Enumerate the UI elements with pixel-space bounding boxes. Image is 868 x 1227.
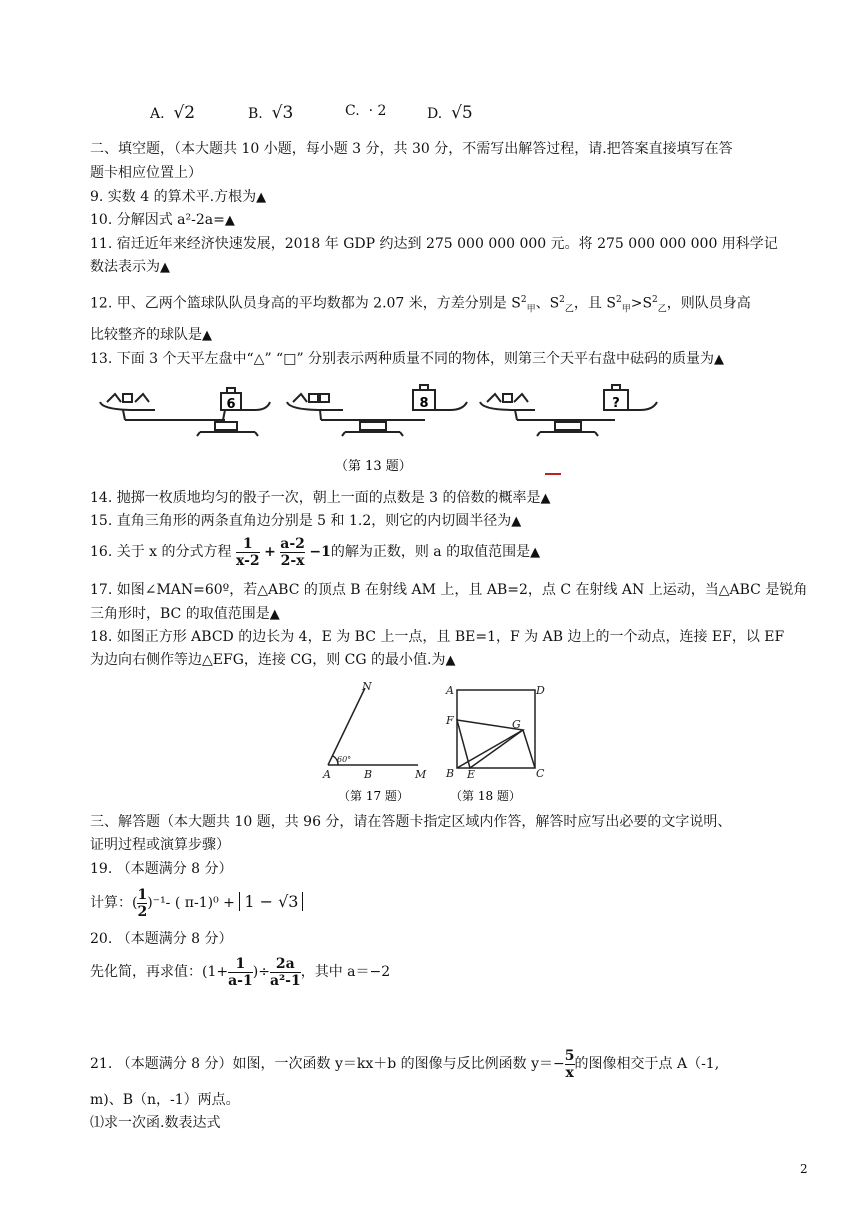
label-f: F xyxy=(446,714,454,727)
question-21-cont: m)、B（n，-1）两点。 xyxy=(90,1092,240,1108)
section-3-heading-cont: 证明过程或演算步骤） xyxy=(90,837,230,853)
question-17-cont: 三角形时，BC 的取值范围是▲ xyxy=(90,606,280,622)
label-d: D xyxy=(536,684,545,697)
weight-1: 6 xyxy=(226,397,236,412)
figure-17-caption: （第 17 题） xyxy=(338,789,409,803)
page-number: 2 xyxy=(800,1162,808,1176)
question-19-header: 19. （本题满分 8 分） xyxy=(90,861,233,877)
question-11-cont: 数法表示为▲ xyxy=(90,259,170,275)
question-20-header: 20. （本题满分 8 分） xyxy=(90,931,233,947)
question-9: 9. 实数 4 的算术平.方根为▲ xyxy=(90,189,267,205)
option-c: C. · 2 xyxy=(345,103,387,119)
question-17: 17. 如图∠MAN=60º，若△ABC 的顶点 B 在射线 AM 上，且 AB=2，点 C 在射线 AN 上运动，当△ABC 是锐角 xyxy=(90,582,808,598)
question-19: 计算：( $\frac{1}{2}$ )⁻¹- ( π-1)⁰ + 1 − √3 xyxy=(90,882,303,923)
question-10: 10. 分解因式 a²-2a=▲ xyxy=(90,212,235,228)
figure-18-caption: （第 18 题） xyxy=(450,789,521,803)
label-e: E xyxy=(467,768,476,781)
question-18-cont: 为边向右侧作等边△EFG，连接 CG，则 CG 的最小值.为▲ xyxy=(90,652,456,668)
option-b: B. √3 xyxy=(248,103,294,123)
label-b: B xyxy=(364,768,373,781)
label-c: C xyxy=(536,767,545,780)
label-m: M xyxy=(415,768,427,781)
section-2-heading-cont: 题卡相应位置上） xyxy=(90,165,202,181)
option-a: A. √2 xyxy=(150,103,196,123)
section-3-heading: 三、解答题（本大题共 10 题，共 96 分，请在答题卡指定区域内作答，解答时应写出必要的文字说明、 xyxy=(90,814,732,830)
question-12-cont: 比较整齐的球队是▲ xyxy=(90,327,212,343)
question-21-part-1: ⑴求一次函.数表达式 xyxy=(90,1115,221,1131)
figure-13-caption: （第 13 题） xyxy=(335,459,412,474)
label-n: N xyxy=(362,680,372,693)
question-15: 15. 直角三角形的两条直角边分别是 5 和 1.2，则它的内切圆半径为▲ xyxy=(90,513,522,529)
question-16: 16. 关于 x 的分式方程 $\frac{1}{x-2}$ + $\frac{a-2}{2-x}$ −1的解为正数，则 a 的取值范围是▲ xyxy=(90,535,541,569)
figure-17-angle xyxy=(320,680,430,805)
question-11: 11. 宿迁近年来经济快速发展，2018 年 GDP 约达到 275 000 000 000 元。将 275 000 000 000 用科学记 xyxy=(90,236,778,252)
label-g: G xyxy=(512,718,521,731)
question-12: 12. 甲、乙两个篮球队队员身高的平均数都为 2.07 米，方差分别是 $S^2_甲$、$S^2_乙$，且 $S^2_甲>S^2_乙$，则队员身高 xyxy=(90,295,751,315)
section-2-heading: 二、填空题，（本大题共 10 小题，每小题 3 分，共 30 分，不需写出解答过程，请.把答案直接填写在答 xyxy=(90,141,733,157)
label-angle: 60° xyxy=(337,755,352,764)
weight-2: 8 xyxy=(419,396,429,411)
weight-3: ? xyxy=(612,396,620,411)
label-a: A xyxy=(323,768,331,781)
option-d: D. √5 xyxy=(427,103,473,123)
figure-18-square xyxy=(440,680,550,805)
question-20: 先化简，再求值：(1+ $\frac{1}{a-1}$ )÷ $\frac{2a}{\text{a²-1}}$ ，其中 a＝−2 xyxy=(90,955,391,989)
question-18: 18. 如图正方形 ABCD 的边长为 4，E 为 BC 上一点，且 BE=1，F 为 AB 边上的一个动点，连接 EF，以 EF xyxy=(90,629,785,645)
label-b: B xyxy=(446,767,455,780)
question-21: 21. （本题满分 8 分）如图，一次函数 y＝kx＋b 的图像与反比例函数 y＝− $\frac{5}{x}$ 的图像相交于点 A（-1, xyxy=(90,1047,720,1081)
question-14: 14. 抛掷一枚质地均匀的骰子一次，朝上一面的点数是 3 的倍数的概率是▲ xyxy=(90,490,551,506)
label-a: A xyxy=(446,684,454,697)
figure-13-balances xyxy=(95,380,690,480)
question-13: 13. 下面 3 个天平左盘中“△” “□” 分别表示两种质量不同的物体，则第三个天平右盘中砝码的质量为▲ xyxy=(90,351,725,367)
